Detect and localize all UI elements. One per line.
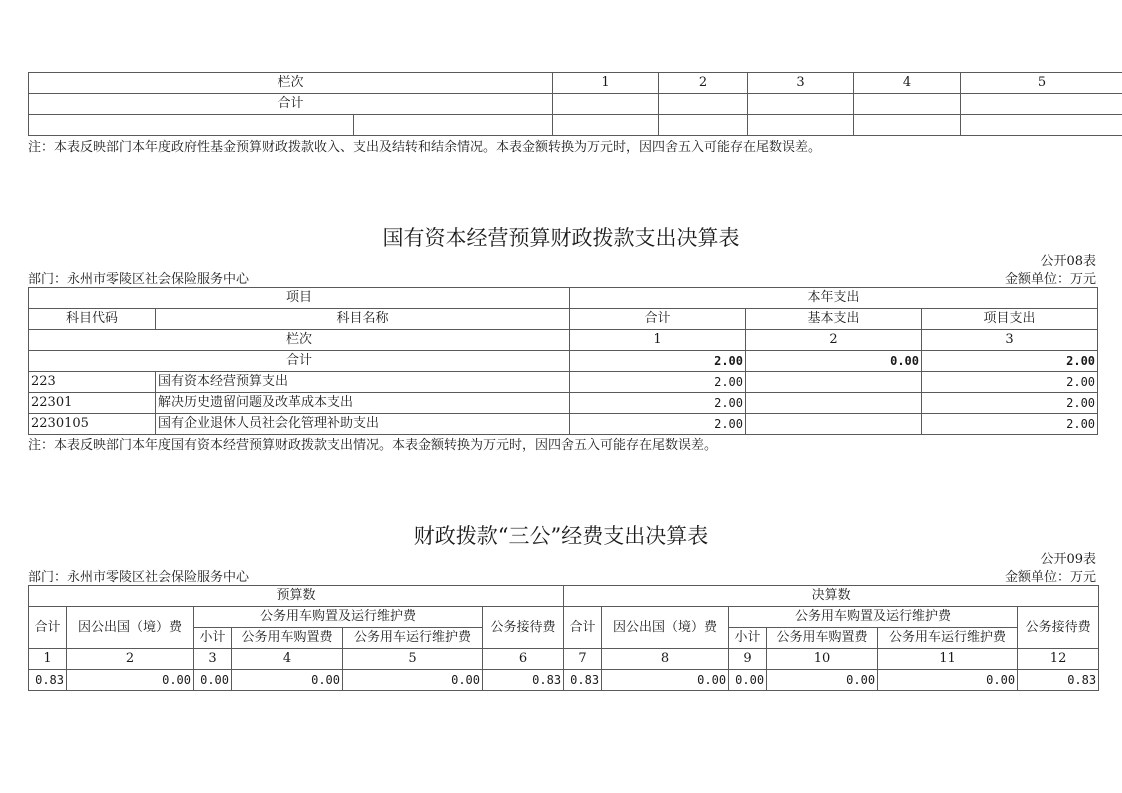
code-header: 科目代码 [29, 309, 156, 330]
empty-cell [354, 115, 553, 136]
value-row [29, 670, 1099, 691]
capital-table-unit: 金额单位：万元 [1004, 272, 1096, 287]
budget-subtotal-header: 小计 [194, 628, 232, 649]
final-subtotal-header: 小计 [729, 628, 767, 649]
budget-operation-header: 公务用车运行维护费 [343, 628, 483, 649]
three-public-table-unit: 金额单位：万元 [1004, 570, 1096, 585]
capital-table-department: 部门：永州市零陵区社会保险服务中心 [28, 272, 250, 287]
column-index-row [29, 649, 1099, 670]
column-index-cell: 5 [961, 73, 1122, 94]
column-index-cell: 4 [854, 73, 961, 94]
column-index-cell: 3 [748, 73, 854, 94]
header-row [29, 309, 1098, 330]
column-index-cell: 1 [553, 73, 659, 94]
column-index-cell: 9 [729, 649, 767, 670]
column-index-cell: 12 [1018, 649, 1099, 670]
column-index-cell: 5 [343, 649, 483, 670]
final-total-value: 0.83 [564, 670, 602, 691]
item-header: 项目 [29, 288, 570, 309]
name-header: 科目名称 [156, 309, 570, 330]
total-label: 合计 [29, 94, 553, 115]
final-purchase-value: 0.00 [767, 670, 878, 691]
three-public-table-code: 公开09表 [1040, 552, 1096, 567]
header-row [29, 607, 1099, 628]
total-label: 合计 [29, 351, 570, 372]
total-row [29, 94, 1122, 115]
column-index-cell: 10 [767, 649, 878, 670]
total-value: 2.00 [570, 351, 746, 372]
column-index-cell: 8 [602, 649, 729, 670]
empty-cell [961, 94, 1122, 115]
project-total-value: 2.00 [922, 351, 1098, 372]
budget-abroad-header: 因公出国（境）费 [67, 607, 194, 649]
final-total-header: 合计 [564, 607, 602, 649]
three-public-table-title: 财政拨款“三公”经费支出决算表 [413, 524, 709, 548]
final-header: 决算数 [564, 586, 1099, 607]
total-header: 合计 [570, 309, 746, 330]
total-value: 2.00 [570, 414, 746, 435]
budget-total-header: 合计 [29, 607, 67, 649]
empty-cell [854, 115, 961, 136]
total-row [29, 351, 1098, 372]
budget-purchase-value: 0.00 [232, 670, 343, 691]
project-value: 2.00 [922, 372, 1098, 393]
column-index-cell: 3 [922, 330, 1098, 351]
empty-cell [659, 94, 748, 115]
empty-cell [854, 94, 961, 115]
empty-cell [748, 94, 854, 115]
budget-header: 预算数 [29, 586, 564, 607]
project-value: 2.00 [922, 393, 1098, 414]
empty-cell [29, 115, 354, 136]
capital-table-code: 公开08表 [1040, 254, 1096, 269]
column-index-cell: 2 [659, 73, 748, 94]
column-index-cell: 2 [746, 330, 922, 351]
subject-code: 2230105 [29, 414, 156, 435]
fund-summary-table [28, 72, 1122, 136]
budget-abroad-value: 0.00 [67, 670, 194, 691]
column-index-cell: 11 [878, 649, 1018, 670]
column-index-cell: 2 [67, 649, 194, 670]
column-index-label: 栏次 [29, 73, 553, 94]
final-vehicle-header: 公务用车购置及运行维护费 [729, 607, 1018, 628]
table-row [29, 414, 1098, 435]
subject-name: 国有资本经营预算支出 [156, 372, 570, 393]
subject-code: 223 [29, 372, 156, 393]
header-row [29, 586, 1099, 607]
final-purchase-header: 公务用车购置费 [767, 628, 878, 649]
basic-value [746, 372, 922, 393]
column-index-label: 栏次 [29, 330, 570, 351]
subject-name: 解决历史遗留问题及改革成本支出 [156, 393, 570, 414]
basic-total-value: 0.00 [746, 351, 922, 372]
table-row [29, 393, 1098, 414]
current-expense-header: 本年支出 [570, 288, 1098, 309]
subject-name: 国有企业退休人员社会化管理补助支出 [156, 414, 570, 435]
budget-reception-value: 0.83 [483, 670, 564, 691]
column-index-cell: 1 [570, 330, 746, 351]
final-abroad-value: 0.00 [602, 670, 729, 691]
final-reception-value: 0.83 [1018, 670, 1099, 691]
project-expense-header: 项目支出 [922, 309, 1098, 330]
header-row [29, 288, 1098, 309]
budget-operation-value: 0.00 [343, 670, 483, 691]
capital-expense-table [28, 287, 1098, 435]
budget-reception-header: 公务接待费 [483, 607, 564, 649]
budget-subtotal-value: 0.00 [194, 670, 232, 691]
empty-cell [553, 94, 659, 115]
empty-cell [553, 115, 659, 136]
final-operation-header: 公务用车运行维护费 [878, 628, 1018, 649]
three-public-table-department: 部门：永州市零陵区社会保险服务中心 [28, 570, 250, 585]
blank-row [29, 115, 1122, 136]
empty-cell [659, 115, 748, 136]
budget-total-value: 0.83 [29, 670, 67, 691]
final-abroad-header: 因公出国（境）费 [602, 607, 729, 649]
column-index-row [29, 330, 1098, 351]
total-value: 2.00 [570, 393, 746, 414]
column-index-cell: 1 [29, 649, 67, 670]
final-subtotal-value: 0.00 [729, 670, 767, 691]
capital-table-note: 注：本表反映部门本年度国有资本经营预算财政拨款支出情况。本表金额转换为万元时，因四舍五入可能存在尾数误差。 [28, 438, 718, 453]
table-row [29, 372, 1098, 393]
basic-expense-header: 基本支出 [746, 309, 922, 330]
column-index-cell: 6 [483, 649, 564, 670]
subject-code: 22301 [29, 393, 156, 414]
fund-table-note: 注：本表反映部门本年度政府性基金预算财政拨款收入、支出及结转和结余情况。本表金额转换为万元时，因四舍五入可能存在尾数误差。 [28, 140, 822, 155]
total-value: 2.00 [570, 372, 746, 393]
basic-value [746, 414, 922, 435]
project-value: 2.00 [922, 414, 1098, 435]
basic-value [746, 393, 922, 414]
column-index-row [29, 73, 1122, 94]
budget-vehicle-header: 公务用车购置及运行维护费 [194, 607, 483, 628]
budget-purchase-header: 公务用车购置费 [232, 628, 343, 649]
three-public-expense-table [28, 585, 1099, 691]
final-reception-header: 公务接待费 [1018, 607, 1099, 649]
capital-table-title: 国有资本经营预算财政拨款支出决算表 [382, 226, 740, 250]
empty-cell [748, 115, 854, 136]
final-operation-value: 0.00 [878, 670, 1018, 691]
column-index-cell: 7 [564, 649, 602, 670]
empty-cell [961, 115, 1122, 136]
column-index-cell: 4 [232, 649, 343, 670]
column-index-cell: 3 [194, 649, 232, 670]
